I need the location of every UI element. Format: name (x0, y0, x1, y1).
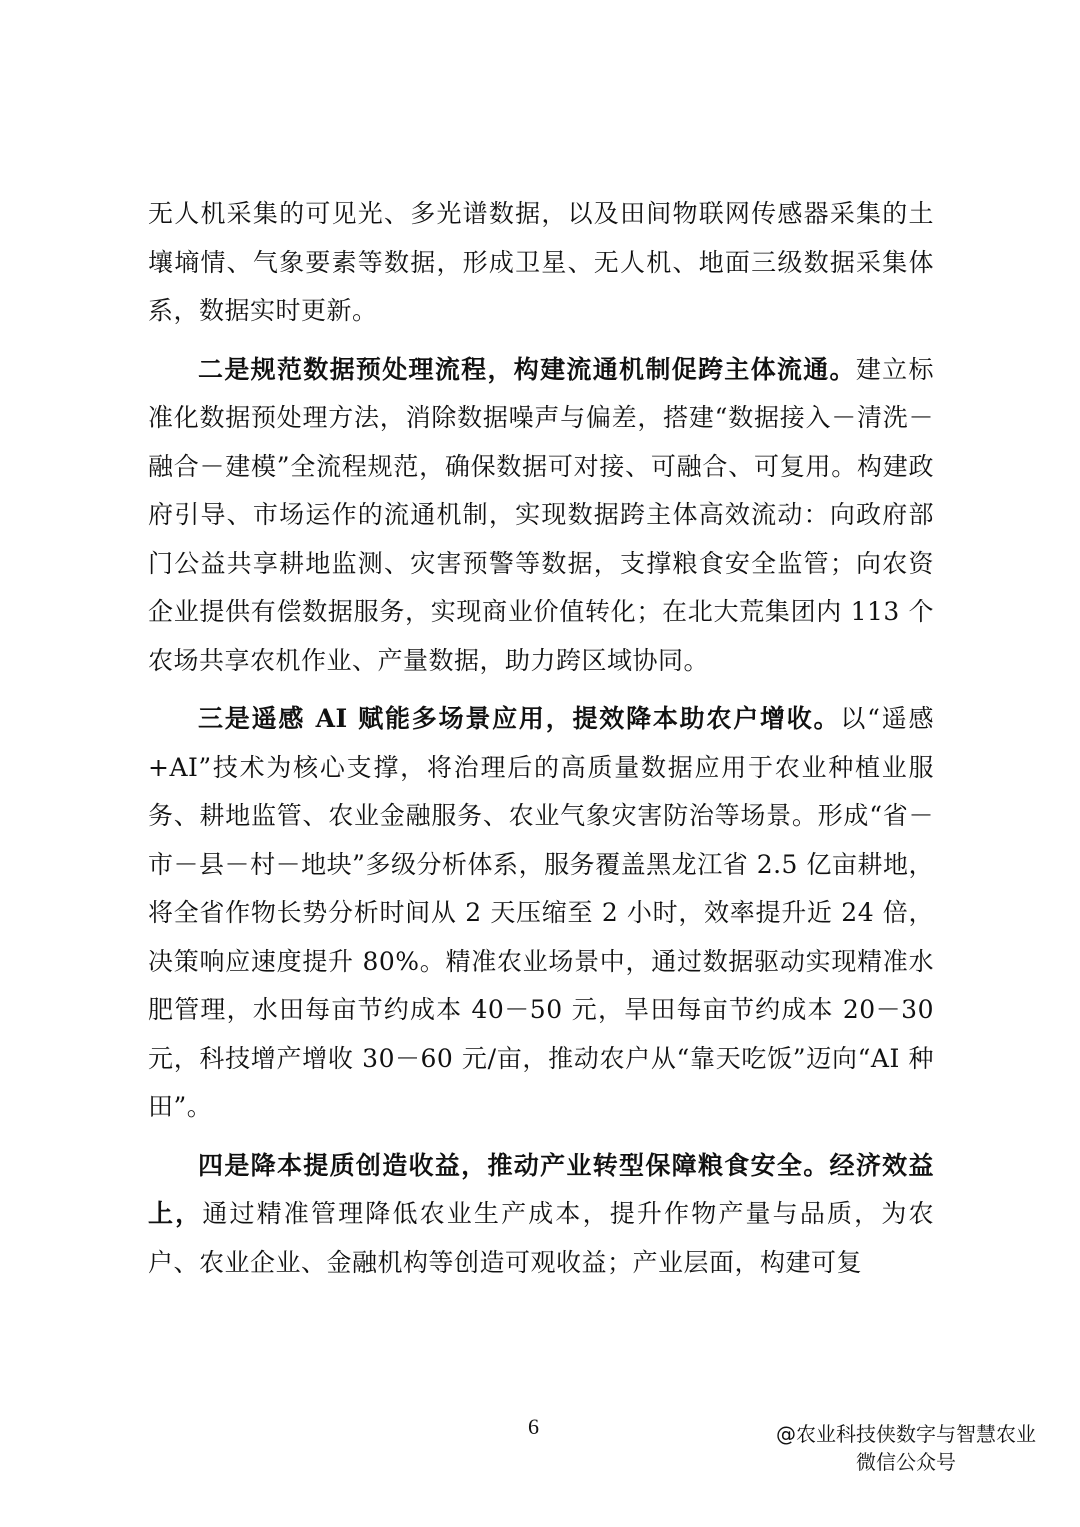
paragraph-heading: 三是遥感 AI 赋能多场景应用，提效降本助农户增收。 (198, 704, 841, 733)
watermark (776, 1420, 1036, 1476)
watermark-platform: 微信公众号 (856, 1450, 956, 1474)
paragraph-text: 无人机采集的可见光、多光谱数据，以及田间物联网传感器采集的土壤墒情、气象要素等数据，形成卫星、无人机、地面三级数据采集体系，数据实时更新。 (148, 199, 934, 325)
document-body (148, 190, 934, 1297)
paragraph-continuation (148, 190, 934, 336)
paragraph-heading: 二是规范数据预处理流程，构建流通机制促跨主体流通。 (198, 354, 856, 384)
paragraph-data-preprocessing (148, 346, 934, 686)
paragraph-text: 通过精准管理降低农业生产成本，提升作物产量与品质，为农户、农业企业、金融机构等创造可观收益；产业层面，构建可复 (148, 1199, 934, 1277)
watermark-account: @农业科技侠数字与智慧农业 (776, 1422, 1036, 1446)
paragraph-heading: 四是降本提质创造收益，推动产业转型保障粮食安全。 (198, 1150, 830, 1180)
paragraph-remote-sensing-ai (148, 695, 934, 1132)
paragraph-cost-reduction (148, 1142, 934, 1288)
paragraph-emphasis: 经济效益上， (148, 1150, 934, 1228)
page-number: 6 (528, 1414, 539, 1439)
paragraph-text: 建立标准化数据预处理方法，消除数据噪声与偏差，搭建“数据接入－清洗－融合－建模”全流程规范，确保数据可对接、可融合、可复用。构建政府引导、市场运作的流通机制，实现数据跨主体高效流动：向政府部门公益共享耕地监测、灾害预警等数据，支撑粮食安全监管；向农资企业提供有偿数据服务，实现商业价值转化；在北大荒集团内 113 个农场共享农机作业、产量数据，助力跨区域协同。 (148, 354, 934, 675)
paragraph-text: 以“遥感+AI”技术为核心支撑，将治理后的高质量数据应用于农业种植业服务、耕地监管、农业金融服务、农业气象灾害防治等场景。形成“省－市－县－村－地块”多级分析体系，服务覆盖黑龙江省 2.5 亿亩耕地，将全省作物长势分析时间从 2 天压缩至 2 小时，效率提升近 24 倍，决策响应速度提升 80%。精准农业场景中，通过数据驱动实现精准水肥管理，水田每亩节约成本 40－50 元，旱田每亩节约成本 20－30 元，科技增产增收 30－60 元/亩，推动农户从“靠天吃饭”迈向“AI 种田”。 (148, 704, 934, 1121)
